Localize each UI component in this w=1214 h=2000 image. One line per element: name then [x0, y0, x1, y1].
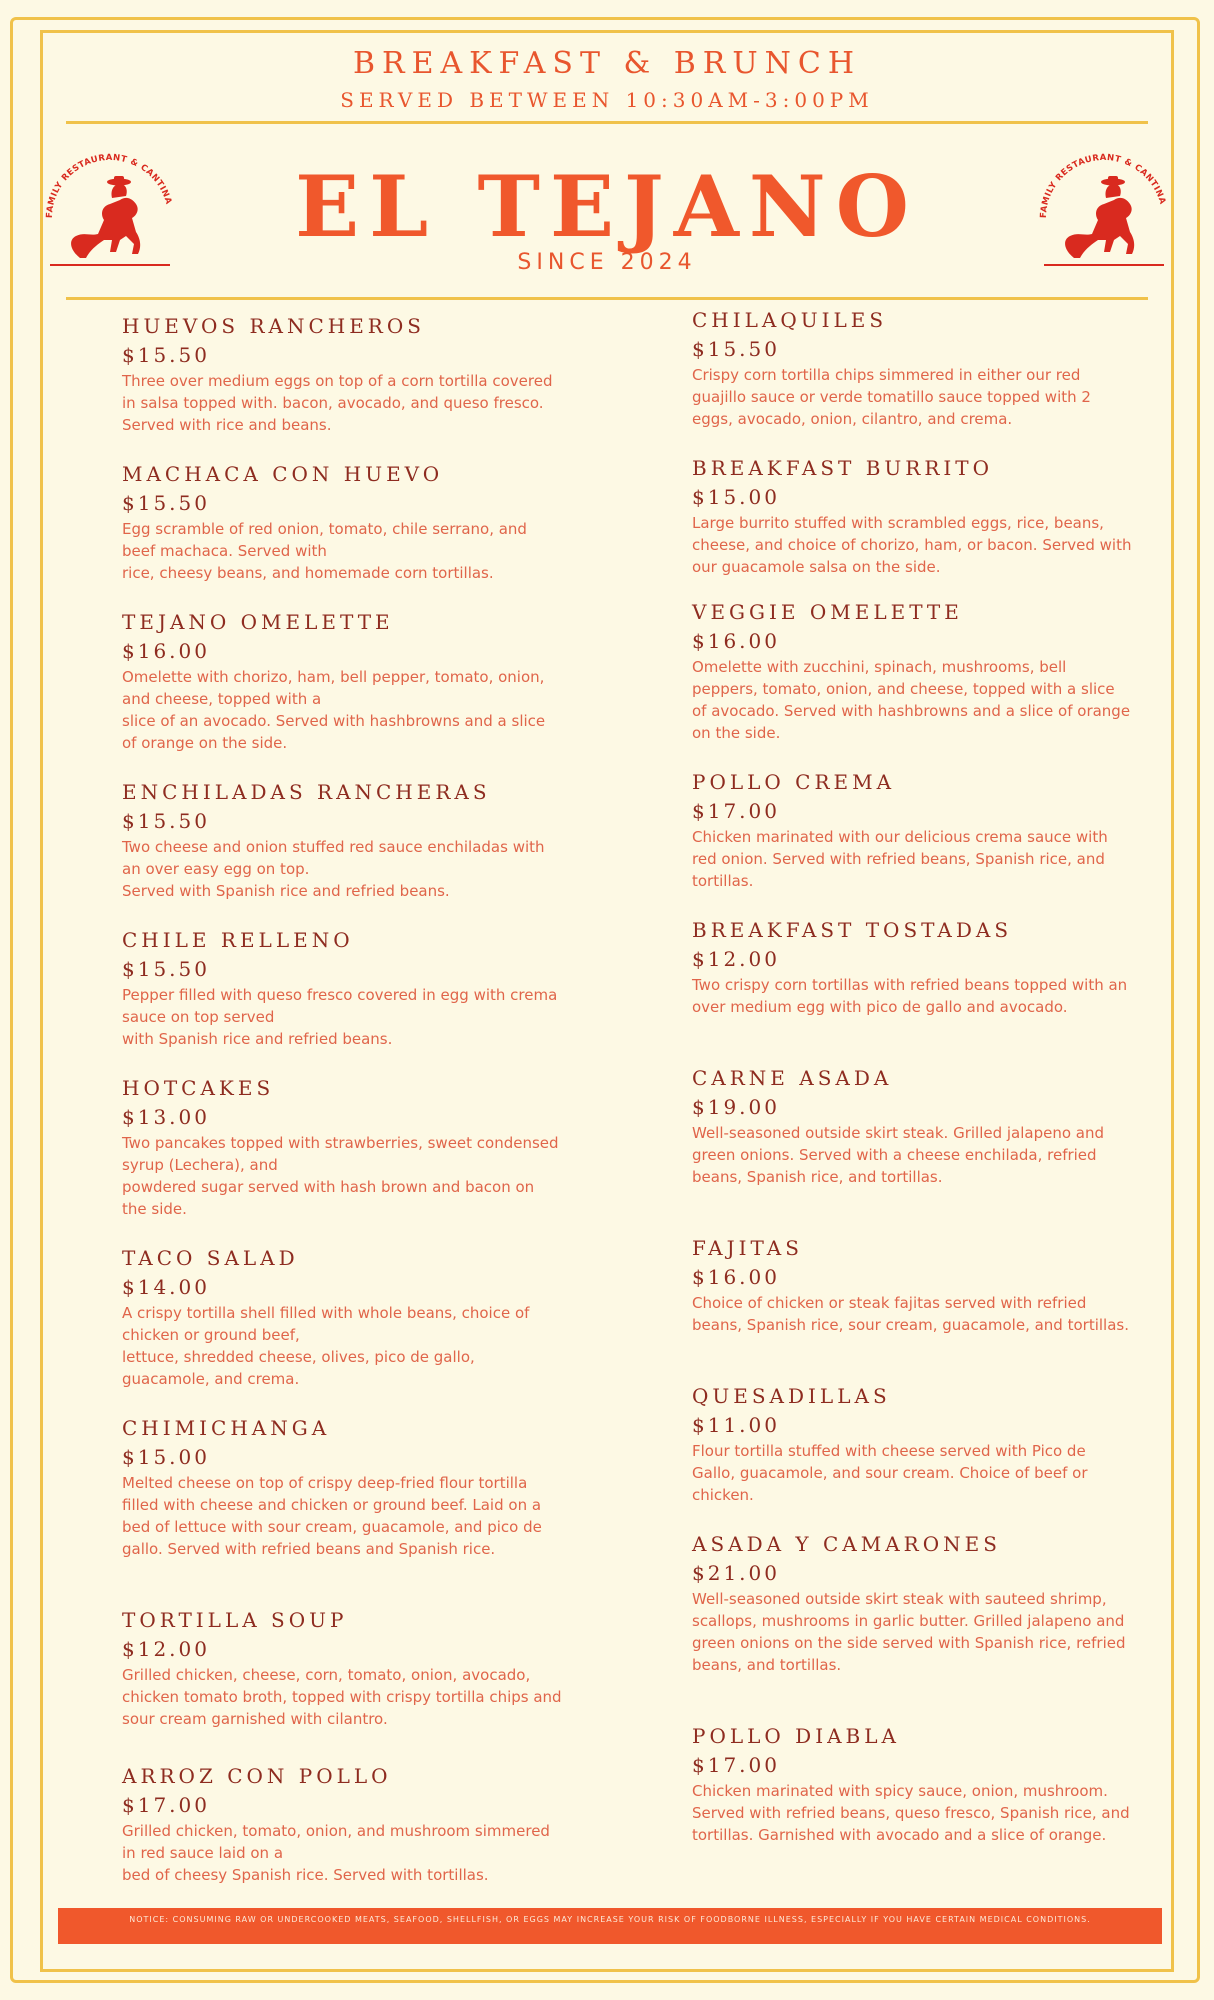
item-name: POLLO DIABLA	[692, 1724, 900, 1748]
item-description: Grilled chicken, cheese, corn, tomato, onion, avocado, chicken tomato broth, topped with crispy tortilla chips and sour cream garnished with cilantro.	[122, 1666, 562, 1728]
menu-item	[692, 1530, 1132, 1676]
menu-item	[692, 454, 1132, 578]
item-name: BREAKFAST TOSTADAS	[692, 918, 1013, 942]
item-price: $16.00	[692, 1265, 780, 1289]
item-name: TORTILLA SOUP	[122, 1608, 348, 1632]
food-safety-notice: NOTICE: CONSUMING RAW OR UNDERCOOKED MEATS, SEAFOOD, SHELLFISH, OR EGGS MAY INCREASE YOUR RISK OF FOODBORNE ILLNESS, ESPECIALLY IF YOU HAVE CERTAIN MEDICAL CONDITIONS.	[58, 1908, 1162, 1944]
menu-item	[692, 1064, 1132, 1188]
item-price: $15.00	[122, 1445, 210, 1469]
item-description: Two pancakes topped with strawberries, sweet condensed syrup (Lechera), and powdered sugar served with hash brown and bacon on the side.	[122, 1134, 559, 1218]
svg-text:FAMILY RESTAURANT & CANTINA: FAMILY RESTAURANT & CANTINA	[44, 152, 174, 219]
menu-item	[692, 768, 1132, 892]
item-name: BREAKFAST BURRITO	[692, 456, 994, 480]
brand-divider	[66, 297, 1148, 300]
item-description: Omelette with chorizo, ham, bell pepper, tomato, onion, and cheese, topped with a slice of an avocado. Served with hashbrowns and a slice of orange on the side.	[122, 668, 546, 752]
svg-text:FAMILY RESTAURANT & CANTINA: FAMILY RESTAURANT & CANTINA	[1038, 152, 1168, 219]
item-description: Three over medium eggs on top of a corn tortilla covered in salsa topped with. bacon, avocado, and queso fresco. Served with rice and beans.	[122, 372, 553, 434]
menu-item	[692, 1234, 1132, 1336]
item-name: ENCHILADAS RANCHERAS	[122, 780, 491, 804]
menu-item	[692, 1382, 1132, 1506]
item-price: $12.00	[692, 947, 780, 971]
item-price: $15.50	[122, 491, 210, 515]
item-price: $15.50	[692, 337, 780, 361]
item-name: CARNE ASADA	[692, 1066, 893, 1090]
item-price: $13.00	[122, 1105, 210, 1129]
item-name: TACO SALAD	[122, 1246, 299, 1270]
menu-item	[692, 916, 1132, 1018]
item-price: $14.00	[122, 1275, 210, 1299]
item-description: Two crispy corn tortillas with refried beans topped with an over medium egg with pico de gallo and avocado.	[692, 976, 1128, 1016]
menu-item	[122, 1074, 562, 1220]
item-name: CHILAQUILES	[692, 308, 888, 332]
since-year: SINCE 2024	[517, 250, 697, 275]
item-description: Pepper filled with queso fresco covered in egg with crema sauce on top served with Spanish rice and refried beans.	[122, 986, 558, 1048]
menu-item	[692, 306, 1132, 430]
menu-item	[122, 1414, 562, 1560]
item-description: A crispy tortilla shell filled with whole beans, choice of chicken or ground beef, lettuce, shredded cheese, olives, pico de gallo, guacamole, and crema.	[122, 1304, 530, 1388]
item-description: Egg scramble of red onion, tomato, chile serrano, and beef machaca. Served with rice, cheesy beans, and homemade corn tortillas.	[122, 520, 527, 582]
item-price: $17.00	[692, 1753, 780, 1777]
header-divider	[66, 121, 1148, 124]
item-name: CHIMICHANGA	[122, 1416, 331, 1440]
item-price: $19.00	[692, 1095, 780, 1119]
menu-item	[122, 778, 562, 902]
item-description: Melted cheese on top of crispy deep-fried flour tortilla filled with cheese and chicken or ground beef. Laid on a bed of lettuce with sour cream, guacamole, and pico de gallo. Served with refried beans and Spanish rice.	[122, 1474, 542, 1558]
item-description: Chicken marinated with our delicious crema sauce with red onion. Served with refried beans, Spanish rice, and tortillas.	[692, 828, 1108, 890]
item-name: QUESADILLAS	[692, 1384, 891, 1408]
restaurant-name: EL TEJANO	[295, 157, 919, 256]
item-description: Large burrito stuffed with scrambled eggs, rice, beans, cheese, and choice of chorizo, ham, or bacon. Served with our guacamole salsa on the side.	[692, 514, 1132, 576]
menu-item	[122, 608, 562, 754]
item-description: Omelette with zucchini, spinach, mushrooms, bell peppers, tomato, onion, and cheese, topped with a slice of avocado. Served with hashbrowns and a slice of orange on the side.	[692, 658, 1131, 742]
item-name: FAJITAS	[692, 1236, 803, 1260]
item-price: $16.00	[122, 639, 210, 663]
item-price: $17.00	[692, 799, 780, 823]
item-description: Flour tortilla stuffed with cheese served with Pico de Gallo, guacamole, and sour cream. Choice of beef or chicken.	[692, 1442, 1088, 1504]
item-name: TEJANO OMELETTE	[122, 610, 394, 634]
item-name: ARROZ CON POLLO	[122, 1764, 392, 1788]
menu-item	[692, 598, 1132, 744]
item-name: ASADA Y CAMARONES	[692, 1532, 1001, 1556]
item-name: HUEVOS RANCHEROS	[122, 314, 425, 338]
item-description: Grilled chicken, tomato, onion, and mushroom simmered in red sauce laid on a bed of cheesy Spanish rice. Served with tortillas.	[122, 1822, 550, 1884]
item-price: $15.50	[122, 957, 210, 981]
menu-item	[122, 1244, 562, 1390]
item-name: MACHACA CON HUEVO	[122, 462, 444, 486]
menu-heading: BREAKFAST & BRUNCH	[352, 46, 862, 81]
item-description: Crispy corn tortilla chips simmered in either our red guajillo sauce or verde tomatillo sauce topped with 2 eggs, avocado, onion, cilantro, and crema.	[692, 366, 1091, 428]
item-price: $16.00	[692, 629, 780, 653]
item-price: $11.00	[692, 1413, 780, 1437]
menu-item	[122, 1606, 562, 1730]
item-name: POLLO CREMA	[692, 770, 896, 794]
item-price: $21.00	[692, 1561, 780, 1585]
item-description: Chicken marinated with spicy sauce, onion, mushroom. Served with refried beans, queso fresco, Spanish rice, and tortillas. Garnished with avocado and a slice of orange.	[692, 1782, 1130, 1844]
item-name: VEGGIE OMELETTE	[692, 600, 963, 624]
menu-item	[122, 460, 562, 584]
item-price: $15.00	[692, 485, 780, 509]
item-description: Two cheese and onion stuffed red sauce enchiladas with an over easy egg on top. Served with Spanish rice and refried beans.	[122, 838, 545, 900]
item-description: Well-seasoned outside skirt steak. Grilled jalapeno and green onions. Served with a cheese enchilada, refried beans, Spanish rice, and tortillas.	[692, 1124, 1105, 1186]
menu-item	[122, 1762, 562, 1886]
item-description: Well-seasoned outside skirt steak with sauteed shrimp, scallops, mushrooms in garlic butter. Grilled jalapeno and green onions on the side served with Spanish rice, refried beans, and tortillas.	[692, 1590, 1126, 1674]
menu-item	[122, 926, 562, 1050]
menu-item	[122, 312, 562, 436]
item-price: $15.50	[122, 809, 210, 833]
item-price: $12.00	[122, 1637, 210, 1661]
item-price: $17.00	[122, 1793, 210, 1817]
item-name: CHILE RELLENO	[122, 928, 354, 952]
item-price: $15.50	[122, 343, 210, 367]
service-hours: SERVED BETWEEN 10:30AM-3:00PM	[340, 88, 874, 112]
item-name: HOTCAKES	[122, 1076, 275, 1100]
menu-item	[692, 1722, 1132, 1846]
item-description: Choice of chicken or steak fajitas served with refried beans, Spanish rice, sour cream, guacamole, and tortillas.	[692, 1294, 1129, 1334]
